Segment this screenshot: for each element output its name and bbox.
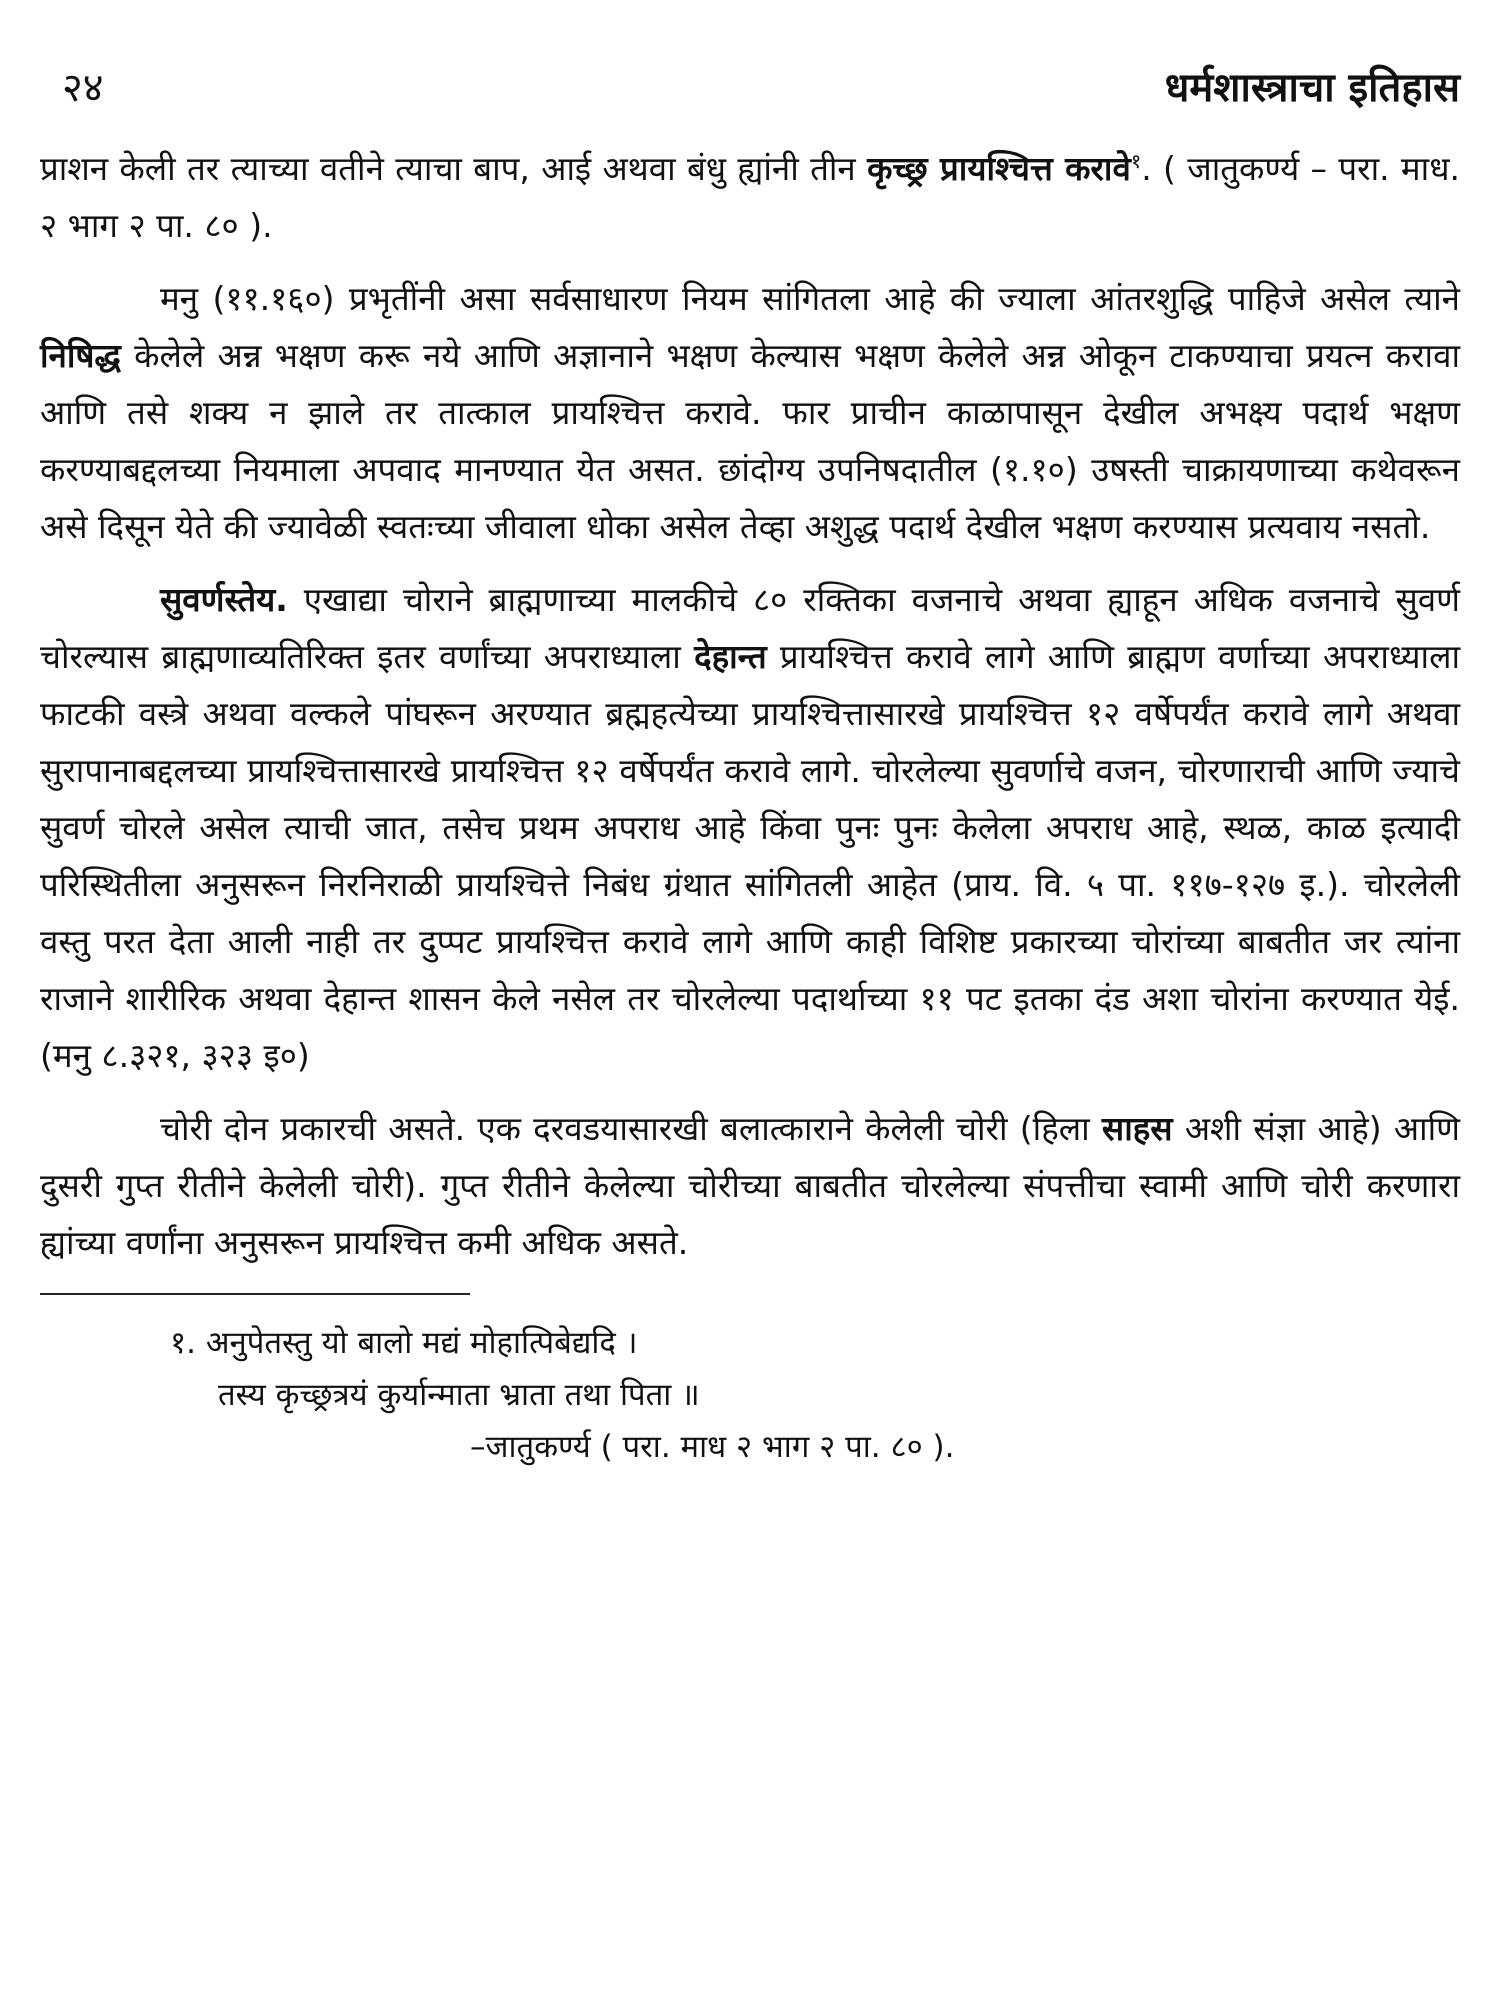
body-text [40, 140, 1460, 1271]
paragraph-2-text-b: केलेले अन्न भक्षण करू नये आणि अज्ञानाने भक्षण केल्यास भक्षण केलेले अन्न ओकून टाकण्याचा प्रयत्न करावा आणि तसे शक्य न झाले तर तात्काल प्रायश्चित्त करावे. फार प्राचीन काळापासून देखील अभक्ष्य पदार्थ भक्षण करण्याबद्दलच्या नियमाला अपवाद मानण्यात येत असत. छांदोग्य उपनिषदातील (१.१०) उषस्ती चाक्रायणाच्या कथेवरून असे दिसून येते की ज्यावेळी स्वतःच्या जीवाला धोका असेल तेव्हा अशुद्ध पदार्थ देखील भक्षण करण्यास प्रत्यवाय नसतो. [40, 336, 1460, 546]
paragraph-3-bold: देहान्त [694, 637, 767, 676]
paragraph-2 [40, 270, 1460, 555]
paragraph-3-text-b: प्रायश्चित्त करावे लागे आणि ब्राह्मण वर्णाच्या अपराध्याला फाटकी वस्त्रे अथवा वल्कले पांघरून अरण्यात ब्रह्महत्येच्या प्रायश्चित्तासारखे प्रायश्चित्त १२ वर्षेपर्यंत करावे लागे अथवा सुरापानाबद्दलच्या प्रायश्चित्तासारखे प्रायश्चित्त १२ वर्षेपर्यंत करावे लागे. चोरलेल्या सुवर्णाचे वजन, चोरणाराची आणि ज्याचे सुवर्ण चोरले असेल त्याची जात, तसेच प्रथम अपराध आहे किंवा पुनः पुनः केलेला अपराध आहे, स्थळ, काळ इत्यादी परिस्थितीला अनुसरून निरनिराळी प्रायश्चित्ते निबंध ग्रंथात सांगितली आहेत (प्राय. वि. ५ पा. ११७-१२७ इ.). चोरलेली वस्तु परत देता आली नाही तर दुप्पट प्रायश्चित्त करावे लागे आणि काही विशिष्ट प्रकारच्या चोरांच्या बाबतीत जर त्यांना राजाने शारीरिक अथवा देहान्त शासन केले नसेल तर चोरलेल्या पदार्थाच्या ११ पट इतका दंड अशा चोरांना करण्यात येई. (मनु ८.३२१, ३२३ इ०) [40, 637, 1460, 1075]
footnote-line-2: तस्य कृच्छ्रत्रयं कुर्यान्माता भ्राता तथा पिता ॥ [218, 1377, 700, 1413]
section-heading-suvarnasteya: सुवर्णस्तेय. [160, 580, 288, 619]
running-title: धर्मशास्त्राचा इतिहास [1164, 65, 1460, 111]
footnote-attribution: –जातुकर्ण्य ( परा. माध २ भाग २ पा. ८० ). [470, 1429, 955, 1465]
paragraph-4-text-a: चोरी दोन प्रकारची असते. एक दरवडयासारखी बलात्काराने केलेली चोरी (हिला [160, 1109, 1102, 1148]
paragraph-3 [40, 571, 1460, 1084]
paragraph-3-text-a: एखाद्या चोराने ब्राह्मणाच्या मालकीचे ८० रक्तिका वजनाचे अथवा ह्याहून अधिक वजनाचे सुवर्ण चोरल्यास ब्राह्मणाव्यतिरिक्त इतर वर्णांच्या अपराध्याला [40, 580, 1460, 676]
footnote [40, 1317, 1460, 1473]
paragraph-4 [40, 1100, 1460, 1271]
paragraph-4-text-b: अशी संज्ञा आहे) आणि दुसरी गुप्त रीतीने केलेली चोरी). गुप्त रीतीने केलेल्या चोरीच्या बाबतीत चोरलेल्या संपत्तीचा स्वामी आणि चोरी करणारा ह्यांच्या वर्णांना अनुसरून प्रायश्चित्त कमी अधिक असते. [40, 1109, 1460, 1262]
paragraph-2-text-a: मनु (११.१६०) प्रभृतींनी असा सर्वसाधारण नियम सांगितला आहे की ज्याला आंतरशुद्धि पाहिजे असेल त्याने [160, 279, 1460, 318]
paragraph-1-text-b: . ( जातुकर्ण्य – परा. माध. २ भाग २ पा. ८० ). [40, 149, 1460, 245]
paragraph-1-text-a: प्राशन केली तर त्याच्या वतीने त्याचा बाप, आई अथवा बंधु ह्यांनी तीन [40, 149, 868, 188]
footnote-line-1: १. अनुपेतस्तु यो बालो मद्यं मोहात्पिबेद्यदि । [170, 1325, 638, 1361]
paragraph-4-bold: साहस [1101, 1109, 1173, 1148]
footnote-reference[interactable]: १ [1130, 149, 1142, 173]
document-page [40, 60, 1460, 1960]
footnote-divider [40, 1293, 470, 1295]
paragraph-2-bold: निषिद्ध [40, 336, 121, 375]
paragraph-1-bold: कृच्छ्र प्रायश्चित्त करावे [867, 149, 1131, 188]
page-number: २४ [62, 65, 104, 111]
page-header [40, 60, 1460, 122]
paragraph-1 [40, 140, 1460, 254]
